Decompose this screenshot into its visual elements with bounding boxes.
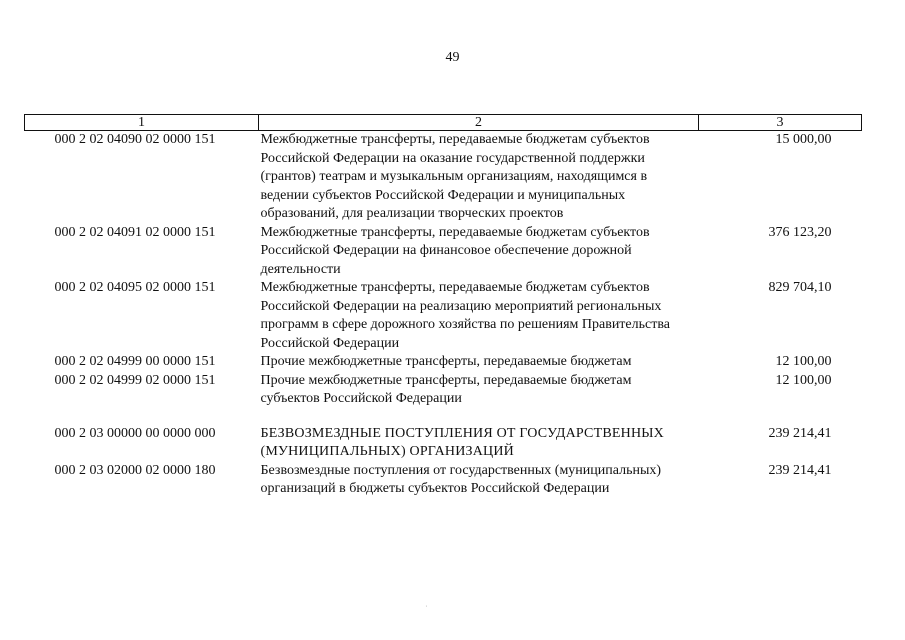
table-row (25, 462, 862, 499)
budget-code: 000 2 03 00000 00 0000 000 (54, 425, 216, 441)
scan-artifact-dot: ˙ (425, 604, 428, 613)
budget-amount: 239 214,41 (768, 462, 832, 478)
table-row (25, 372, 862, 409)
budget-amount: 829 704,10 (768, 280, 832, 295)
budget-item-name: Прочие межбюджетные трансферты, передаваемые бюджетам субъектов Российской Федерации (260, 372, 632, 406)
header-column-amount: 3 (699, 115, 862, 131)
budget-amount: 15 000,00 (775, 132, 832, 147)
budget-item-name: Межбюджетные трансферты, передаваемые бюджетам субъектов Российской Федерации на оказание государственной поддержки (грантов) театрам и музыкальным организациям, находящимся в ведении субъектов Российской Федерации и муниципальных образований, для реализации творческих проектов (260, 132, 650, 221)
budget-item-name: Безвозмездные поступления от государственных (муниципальных) организаций в бюджеты субъектов Российской Федерации (260, 462, 662, 496)
budget-item-name: Прочие межбюджетные трансферты, передаваемые бюджетам (260, 354, 632, 369)
table-row-section-heading (25, 425, 862, 462)
budget-code: 000 2 02 04095 02 0000 151 (54, 280, 216, 295)
budget-code: 000 2 03 02000 02 0000 180 (54, 462, 216, 478)
revenue-table (24, 114, 862, 499)
budget-code: 000 2 02 04090 02 0000 151 (54, 132, 216, 147)
table-row (25, 353, 862, 372)
budget-amount: 376 123,20 (768, 224, 832, 240)
section-heading-name: БЕЗВОЗМЕЗДНЫЕ ПОСТУПЛЕНИЯ ОТ ГОСУДАРСТВЕННЫХ (МУНИЦИПАЛЬНЫХ) ОРГАНИЗАЦИЙ (260, 425, 664, 459)
budget-item-name: Межбюджетные трансферты, передаваемые бюджетам субъектов Российской Федерации на финансовое обеспечение дорожной деятельности (260, 224, 650, 277)
table-header-row (25, 115, 862, 131)
budget-item-name: Межбюджетные трансферты, передаваемые бюджетам субъектов Российской Федерации на реализацию мероприятий региональных программ в сфере дорожного хозяйства по решениям Правительства Российской Федерации (260, 280, 670, 351)
header-column-name: 2 (259, 115, 699, 131)
table-row (25, 224, 862, 280)
table-row (25, 279, 862, 353)
budget-code: 000 2 02 04999 02 0000 151 (54, 372, 216, 388)
budget-amount: 12 100,00 (775, 372, 832, 388)
page-number: 49 (445, 50, 460, 65)
budget-amount: 239 214,41 (768, 425, 832, 441)
table-spacer-row (25, 409, 862, 425)
table-row (25, 131, 862, 224)
header-column-code: 1 (25, 115, 259, 131)
budget-code: 000 2 02 04091 02 0000 151 (54, 224, 216, 240)
budget-code: 000 2 02 04999 00 0000 151 (54, 354, 216, 369)
budget-amount: 12 100,00 (775, 354, 832, 369)
